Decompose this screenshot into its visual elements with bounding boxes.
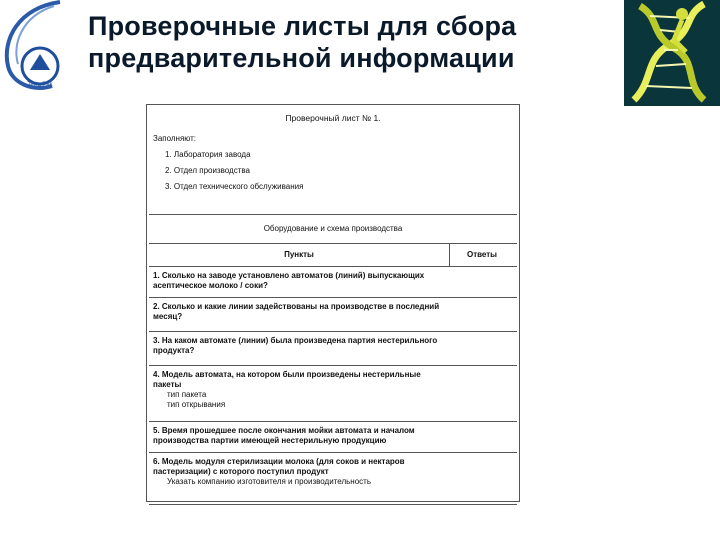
tetra-pak-icon <box>30 54 50 70</box>
dna-helix-image <box>624 0 720 106</box>
page-title <box>88 10 516 74</box>
table-row <box>149 267 517 298</box>
company-logo <box>0 0 80 92</box>
table-row <box>149 422 517 453</box>
logo-swoosh-inner <box>16 6 54 64</box>
question-subitem: тип открывания <box>167 400 226 409</box>
question-text: 5. Время прошедшее после окончания мойки автомата и началом производства партии имеющей нестерильную продукцию <box>153 426 415 445</box>
question-text: 1. Сколько на заводе установлено автоматов (линий) выпускающих асептическое молоко / соки? <box>153 271 425 290</box>
page-title-line1: Проверочные листы для сбора <box>88 11 517 41</box>
question-text: 2. Сколько и какие линии задействованы на производстве в последний месяц? <box>153 302 440 321</box>
filler-item: 3. Отдел технического обслуживания <box>165 182 304 191</box>
column-header-items: Пункты <box>284 250 314 259</box>
filler-item: 1. Лаборатория завода <box>165 150 251 159</box>
question-subitem: Указать компанию изготовителя и производительность <box>167 477 371 486</box>
logo-text: Tetra Pak <box>27 82 53 88</box>
question-text: 6. Модель модуля стерилизации молока (для соков и нектаров пастеризации) с которого поступил продукт <box>153 457 405 476</box>
question-subitem: тип пакета <box>167 390 207 399</box>
fillers-list <box>165 150 303 198</box>
question-text: 3. На каком автомате (линии) была произведена партия нестерильного продукта? <box>153 336 438 355</box>
checklist-table <box>149 214 517 505</box>
section-title: Оборудование и схема производства <box>149 215 517 244</box>
logo-swoosh <box>7 2 60 88</box>
table-header-row <box>149 244 517 267</box>
fill-label: Заполняют: <box>153 134 197 143</box>
page-title-line2: предварительной информации <box>88 43 515 73</box>
table-row <box>149 298 517 332</box>
document-title: Проверочный лист № 1. <box>285 113 381 123</box>
checklist-document <box>146 104 520 502</box>
table-row <box>149 332 517 366</box>
filler-item: 2. Отдел производства <box>165 166 250 175</box>
question-text: 4. Модель автомата, на котором были произведены нестерильные пакеты <box>153 370 421 389</box>
column-header-answers: Ответы <box>466 250 498 259</box>
table-row <box>149 366 517 422</box>
table-row <box>149 453 517 505</box>
